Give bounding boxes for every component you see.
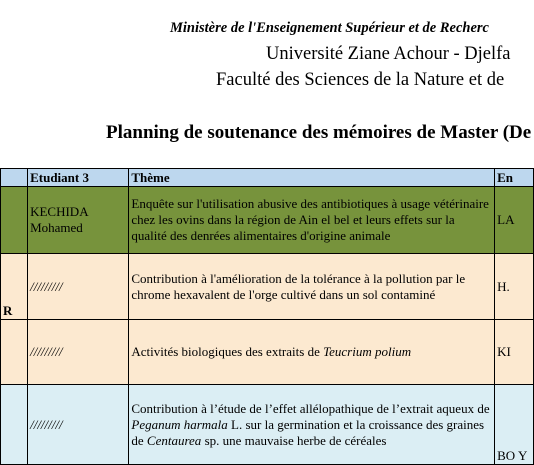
table-row bbox=[1, 254, 534, 320]
theme-text: L. sur la germination et la croissance des graines de bbox=[131, 416, 485, 448]
table-row bbox=[1, 187, 534, 254]
theme-italic-text: Centaurea bbox=[146, 432, 202, 448]
theme-cell bbox=[129, 320, 495, 385]
truncated-cell: BO Y bbox=[495, 385, 534, 465]
defense-schedule-table bbox=[0, 168, 534, 465]
theme-text: Enquête sur l'utilisation abusive des antibiotiques à usage vétérinaire chez les ovins dans la région de Ain el bel et leurs effets sur la qualité des denrées alimentaires d'origine animale bbox=[131, 196, 489, 243]
student3-cell: KECHIDA Mohamed bbox=[28, 187, 129, 254]
theme-text: Activités biologiques des extraits de bbox=[131, 344, 324, 359]
theme-cell bbox=[129, 385, 495, 465]
student3-cell: ///////// bbox=[28, 254, 129, 320]
planning-title: Planning de soutenance des mémoires de Master (De bbox=[106, 122, 532, 143]
column-header-theme: Thème bbox=[129, 169, 495, 187]
student3-cell: ///////// bbox=[28, 385, 129, 465]
column-header bbox=[1, 169, 28, 187]
row-prefix-cell: R bbox=[1, 254, 28, 320]
truncated-cell: KI bbox=[495, 320, 534, 385]
theme-text: Contribution à l'amélioration de la tolérance à la pollution par le chrome hexavalent de l'orge cultivé dans un sol contaminé bbox=[131, 270, 466, 302]
theme-text: Contribution à l’étude de l’effet allélopathique de l’extrait aqueux de bbox=[131, 400, 490, 416]
theme-text: sp. une mauvaise herbe de céréales bbox=[201, 432, 387, 448]
student3-cell: ///////// bbox=[28, 320, 129, 385]
truncated-cell: H. bbox=[495, 254, 534, 320]
table-header-row bbox=[1, 169, 534, 187]
table-row bbox=[1, 320, 534, 385]
theme-italic-text: Teucrium polium bbox=[323, 344, 412, 359]
theme-cell bbox=[129, 187, 495, 254]
table-row bbox=[1, 385, 534, 465]
row-prefix-cell bbox=[1, 385, 28, 465]
theme-cell bbox=[129, 254, 495, 320]
column-header-en: En bbox=[495, 169, 534, 187]
university-name: Université Ziane Achour - Djelfa bbox=[266, 44, 511, 64]
theme-italic-text: Peganum harmala bbox=[131, 416, 228, 432]
row-prefix-cell bbox=[1, 320, 28, 385]
row-prefix-cell bbox=[1, 187, 28, 254]
truncated-cell: LA bbox=[495, 187, 534, 254]
column-header-student3: Etudiant 3 bbox=[28, 169, 129, 187]
faculty-name: Faculté des Sciences de la Nature et de bbox=[216, 70, 505, 90]
ministry-title: Ministère de l'Enseignement Supérieur et de Recherc bbox=[170, 20, 489, 36]
